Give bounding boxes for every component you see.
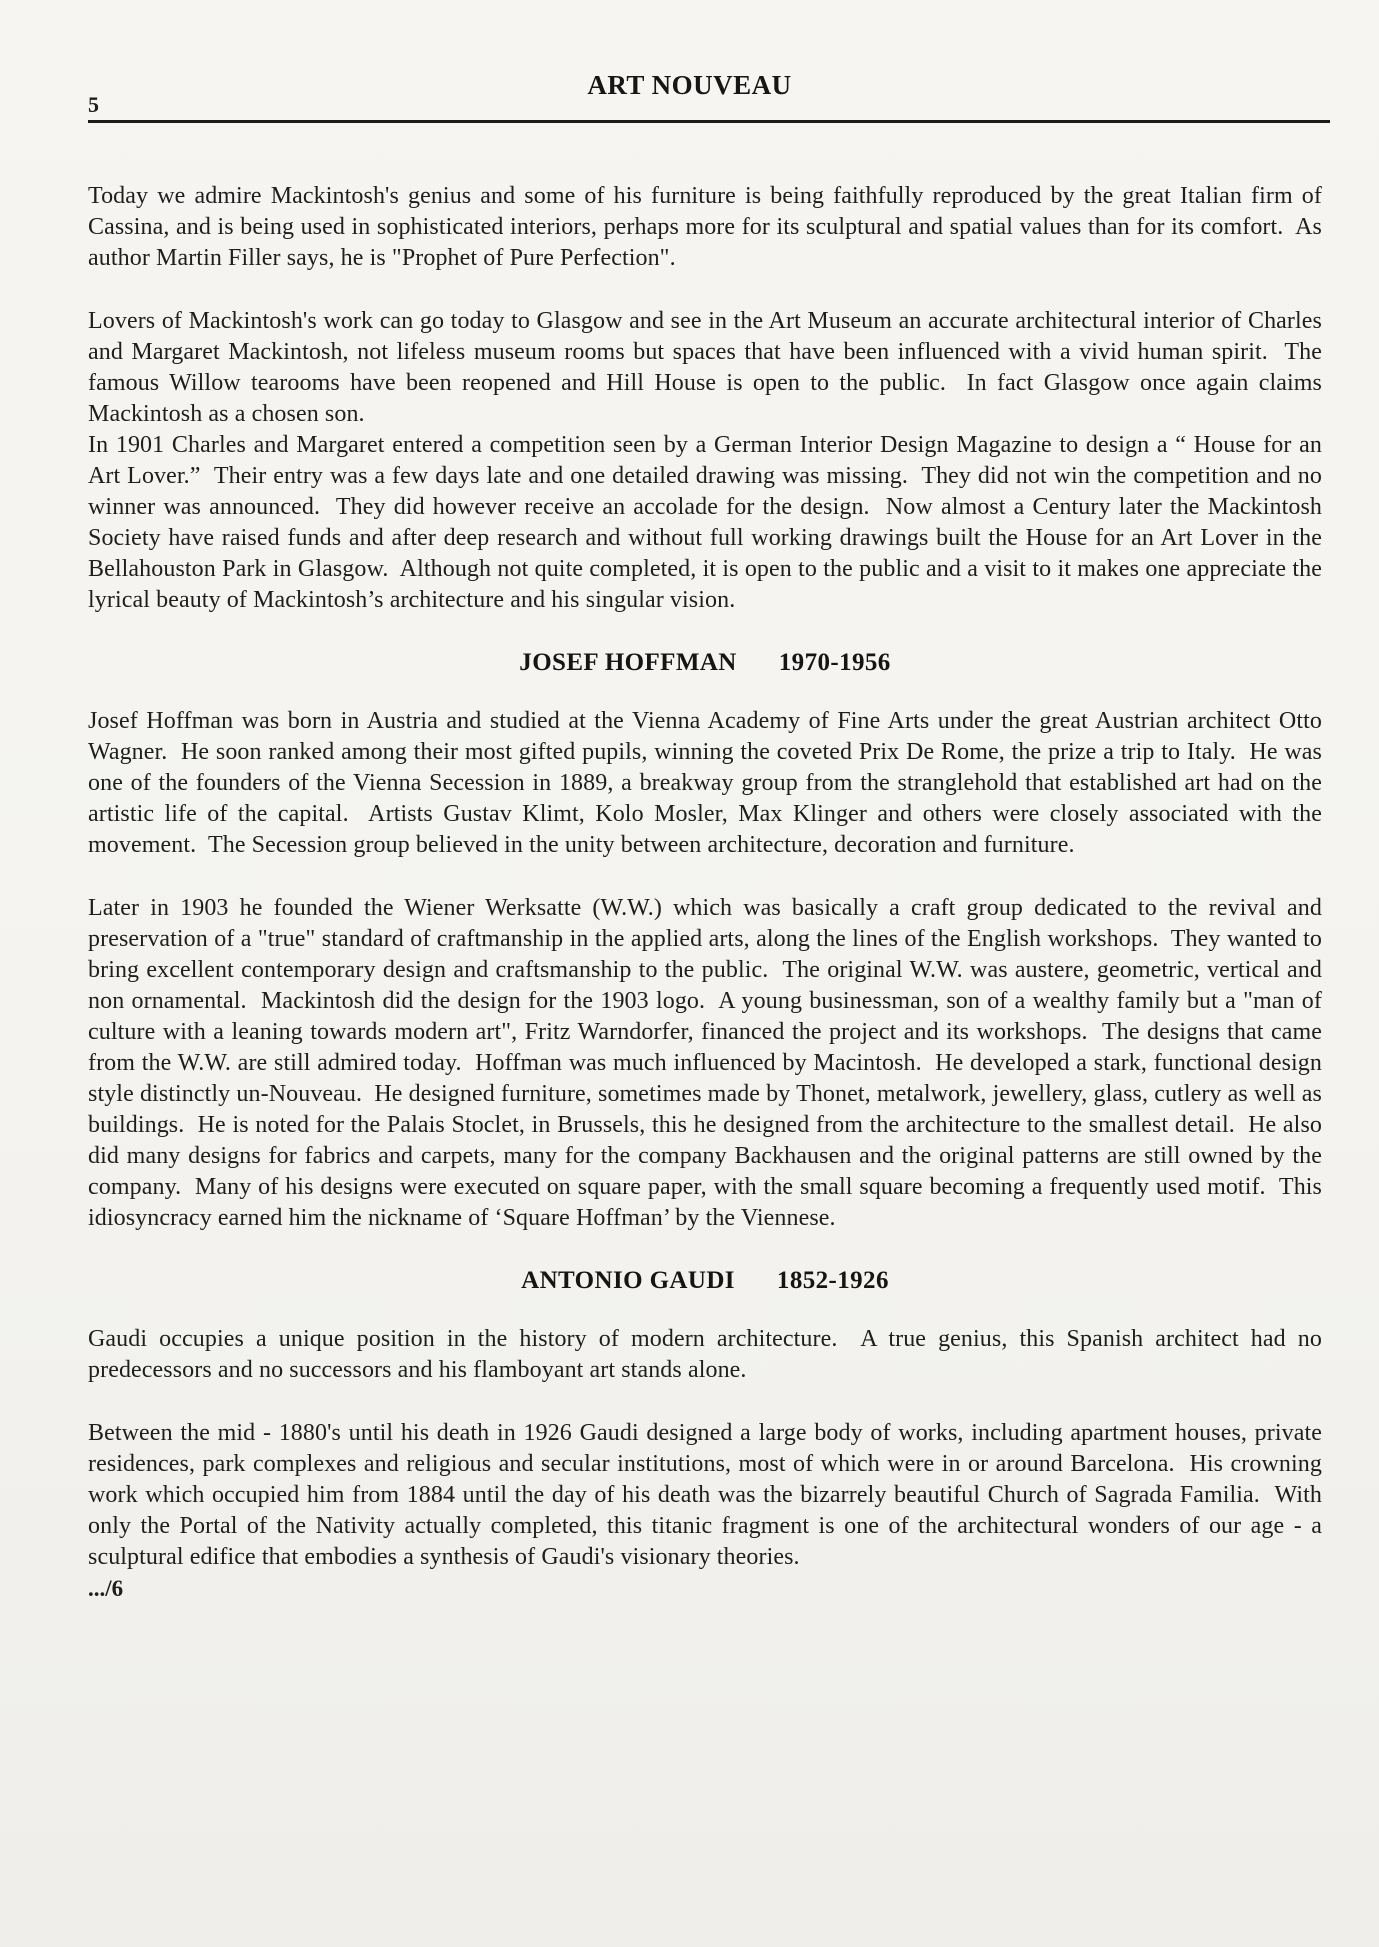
paragraph-gaudi-position: Gaudi occupies a unique position in the history of modern architecture. A true genius, this Spanish architect had no predecessors and no successors and his flamboyant art stands alone. [88,1326,1329,1383]
page-number: 5 [88,92,99,117]
section-heading-hoffman [88,648,1322,678]
section-heading-gaudi [88,1266,1322,1296]
section-heading-hoffman-dates: 1970-1956 [778,649,891,676]
paragraph-mackintosh-legacy: Today we admire Mackintosh's genius and some of his furniture is being faithfully reproduced by the great Italian firm of Cassina, and is being used in sophisticated interiors, perhaps more for its sculptural and spatial values than for its comfort. As author Martin Filler says, he is "Prophet of Pure Perfection". [88,183,1329,271]
paragraph-mackintosh-glasgow: Lovers of Mackintosh's work can go today to Glasgow and see in the Art Museum an accurate architectural interior of Charles and Margaret Mackintosh, not lifeless museum rooms but spaces that have been influenced with a vivid human spirit. The famous Willow tearooms have been reopened and Hill House is open to the public. In fact Glasgow once again claims Mackintosh as a chosen son. [88,308,1329,427]
section-heading-gaudi-dates: 1852-1926 [776,1267,889,1294]
paragraph-hoffman-biography: Josef Hoffman was born in Austria and studied at the Vienna Academy of Fine Arts under the great Austrian architect Otto Wagner. He soon ranked among their most gifted pupils, winning the coveted Prix De Rome, the prize a trip to Italy. He was one of the founders of the Vienna Secession in 1889, a breakway group from the stranglehold that established art had on the artistic life of the capital. Artists Gustav Klimt, Kolo Mosler, Max Klinger and others were closely associated with the movement. The Secession group believed in the unity between architecture, decoration and furniture. [88,708,1329,858]
section-heading-gaudi-name: ANTONIO GAUDI [521,1267,735,1294]
page-title: ART NOUVEAU [587,70,792,100]
paragraph-gaudi-works: Between the mid - 1880's until his death in 1926 Gaudi designed a large body of works, including apartment houses, private residences, park complexes and religious and secular institutions, most of which were in or around Barcelona. His crowning work which occupied him from 1884 until the day of his death was the bizarrely beautiful Church of Sagrada Familia. With only the Portal of the Nativity actually completed, this titanic fragment is one of the architectural wonders of our age - a sculptural edifice that embodies a synthesis of Gaudi's visionary theories. [88,1420,1329,1570]
document-body [0,123,1379,1604]
paragraph-hoffman-werksatte: Later in 1903 he founded the Wiener Werksatte (W.W.) which was basically a craft group dedicated to the revival and preservation of a "true" standard of craftmanship in the applied arts, along the lines of the English workshops. They wanted to bring excellent contemporary design and craftsmanship to the public. The original W.W. was austere, geometric, vertical and non ornamental. Mackintosh did the design for the 1903 logo. A young businessman, son of a wealthy family but a "man of culture with a leaning towards modern art", Fritz Warndorfer, financed the project and its workshops. The designs that came from the W.W. are still admired today. Hoffman was much influenced by Macintosh. He developed a stark, functional design style distinctly un-Nouveau. He designed furniture, sometimes made by Thonet, metalwork, jewellery, glass, cutlery as well as buildings. He is noted for the Palais Stoclet, in Brussels, this he designed from the architecture to the smallest detail. He also did many designs for fabrics and carpets, many for the company Backhausen and the original patterns are still owned by the company. Many of his designs were executed on square paper, with the small square becoming a frequently used motif. This idiosyncracy earned him the nickname of ‘Square Hoffman’ by the Viennese. [88,895,1329,1231]
section-heading-hoffman-name: JOSEF HOFFMAN [519,649,737,676]
page-continuation-mark: .../6 [88,1576,124,1601]
page-header [0,70,1379,123]
paragraph-house-art-lover: In 1901 Charles and Margaret entered a competition seen by a German Interior Design Magazine to design a “ House for an Art Lover.” Their entry was a few days late and one detailed drawing was missing. They did not win the competition and no winner was announced. They did however receive an accolade for the design. Now almost a Century later the Mackintosh Society have raised funds and after deep research and without full working drawings built the House for an Art Lover in the Bellahouston Park in Glasgow. Although not quite completed, it is open to the public and a visit to it makes one appreciate the lyrical beauty of Mackintosh’s architecture and his singular vision. [88,432,1329,613]
